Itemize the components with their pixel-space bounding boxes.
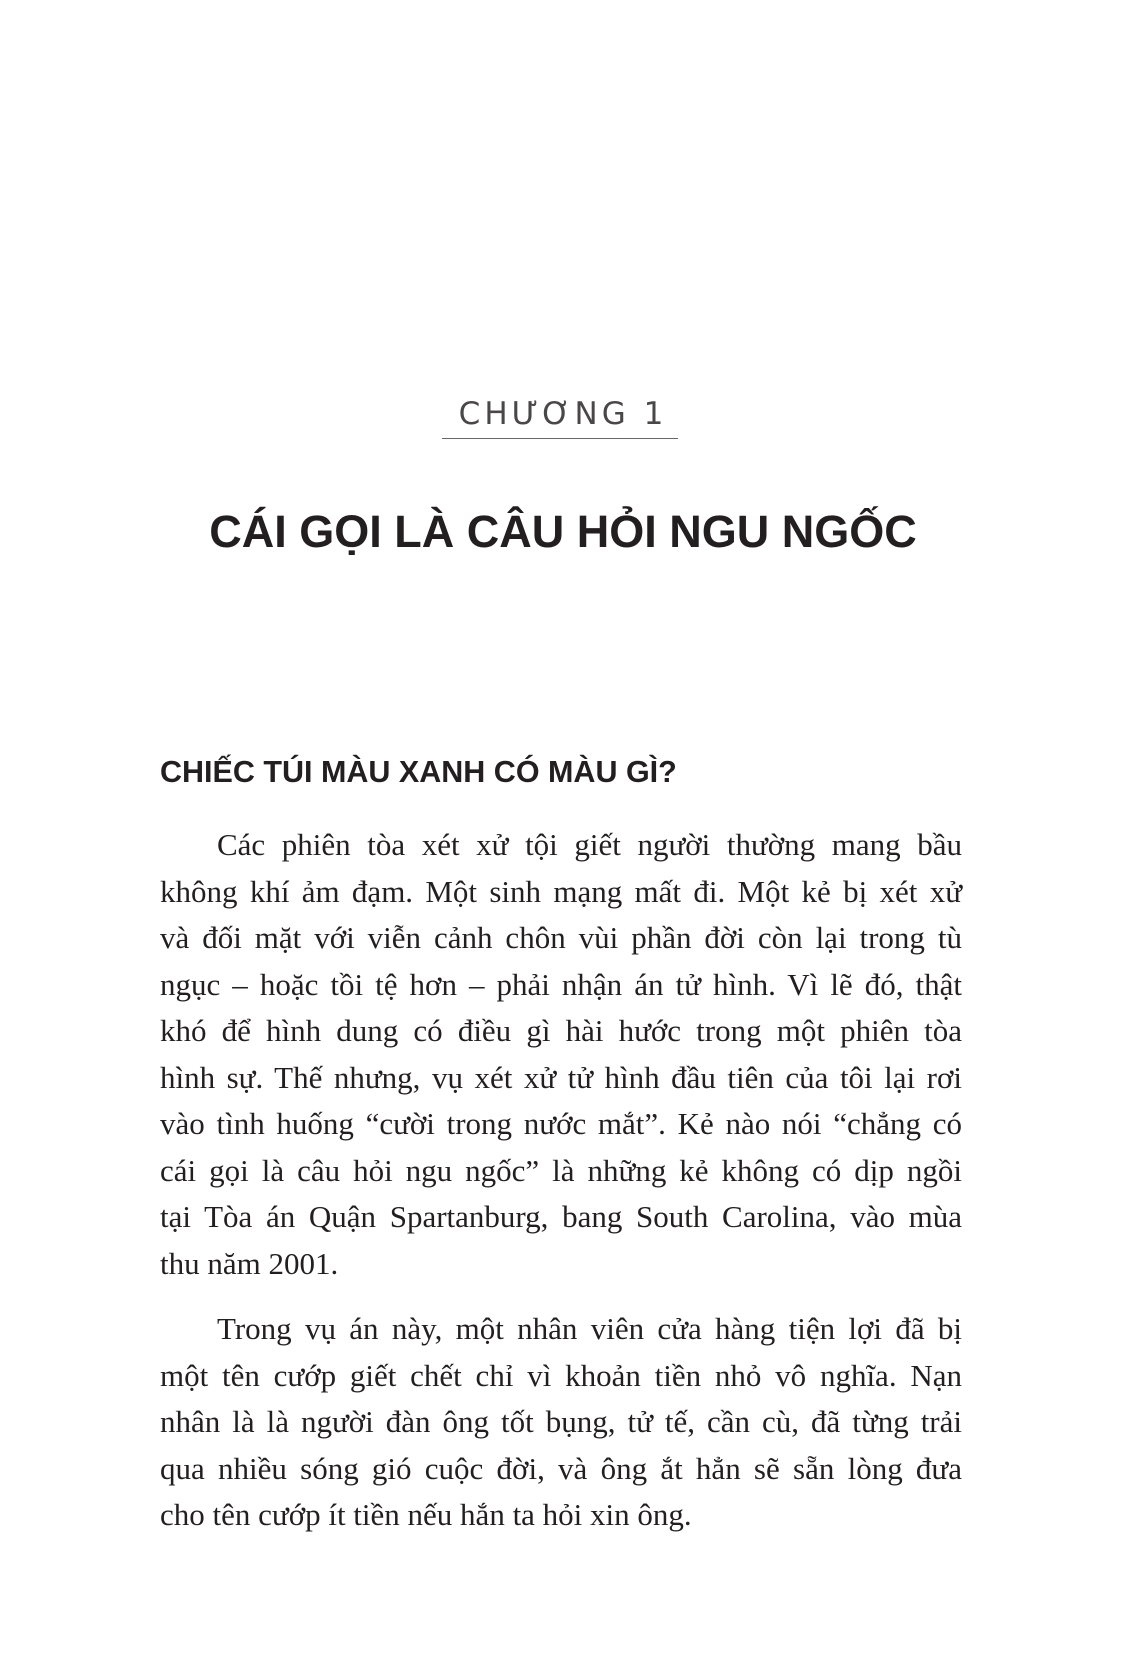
paragraph-line: không khí ảm đạm. Một sinh mạng mất đi. Một kẻ bị xét xử	[160, 873, 962, 909]
paragraph-line: cho tên cướp ít tiền nếu hắn ta hỏi xin ông.	[160, 1497, 692, 1532]
paragraph-line: tại Tòa án Quận Spartanburg, bang South Carolina, vào mùa	[160, 1199, 962, 1234]
chapter-title: CÁI GỌI LÀ CÂU HỎI NGU NGỐC	[209, 506, 917, 557]
paragraph-line: Các phiên tòa xét xử tội giết người thường mang bầu	[217, 827, 962, 862]
paragraph-line: và đối mặt với viễn cảnh chôn vùi phần đời còn lại trong tù	[160, 920, 962, 955]
paragraph-line: Trong vụ án này, một nhân viên cửa hàng tiện lợi đã bị	[217, 1311, 962, 1346]
chapter-rule	[442, 438, 678, 439]
paragraph-line: ngục – hoặc tồi tệ hơn – phải nhận án tử hình. Vì lẽ đó, thật	[160, 966, 962, 1002]
paragraph-2	[160, 1306, 962, 1539]
chapter-label: CHƯƠNG 1	[458, 396, 668, 432]
paragraph-line: nhân là là người đàn ông tốt bụng, tử tế, cần cù, đã từng trải	[160, 1404, 962, 1439]
paragraph-line: qua nhiều sóng gió cuộc đời, và ông ắt hẳn sẽ sẵn lòng đưa	[160, 1450, 962, 1486]
paragraph-line: cái gọi là câu hỏi ngu ngốc” là những kẻ không có dịp ngồi	[160, 1152, 962, 1188]
paragraph-line: vào tình huống “cười trong nước mắt”. Kẻ nào nói “chẳng có	[160, 1106, 962, 1141]
section-heading: CHIẾC TÚI MÀU XANH CÓ MÀU GÌ?	[160, 755, 677, 789]
paragraph-line: một tên cướp giết chết chỉ vì khoản tiền nhỏ vô nghĩa. Nạn	[160, 1357, 962, 1393]
paragraph-line: thu năm 2001.	[160, 1245, 339, 1281]
paragraph-line: hình sự. Thế nhưng, vụ xét xử tử hình đầu tiên của tôi lại rơi	[160, 1059, 962, 1095]
paragraph-1	[160, 822, 962, 1287]
paragraph-line: khó để hình dung có điều gì hài hước trong một phiên tòa	[160, 1013, 962, 1048]
